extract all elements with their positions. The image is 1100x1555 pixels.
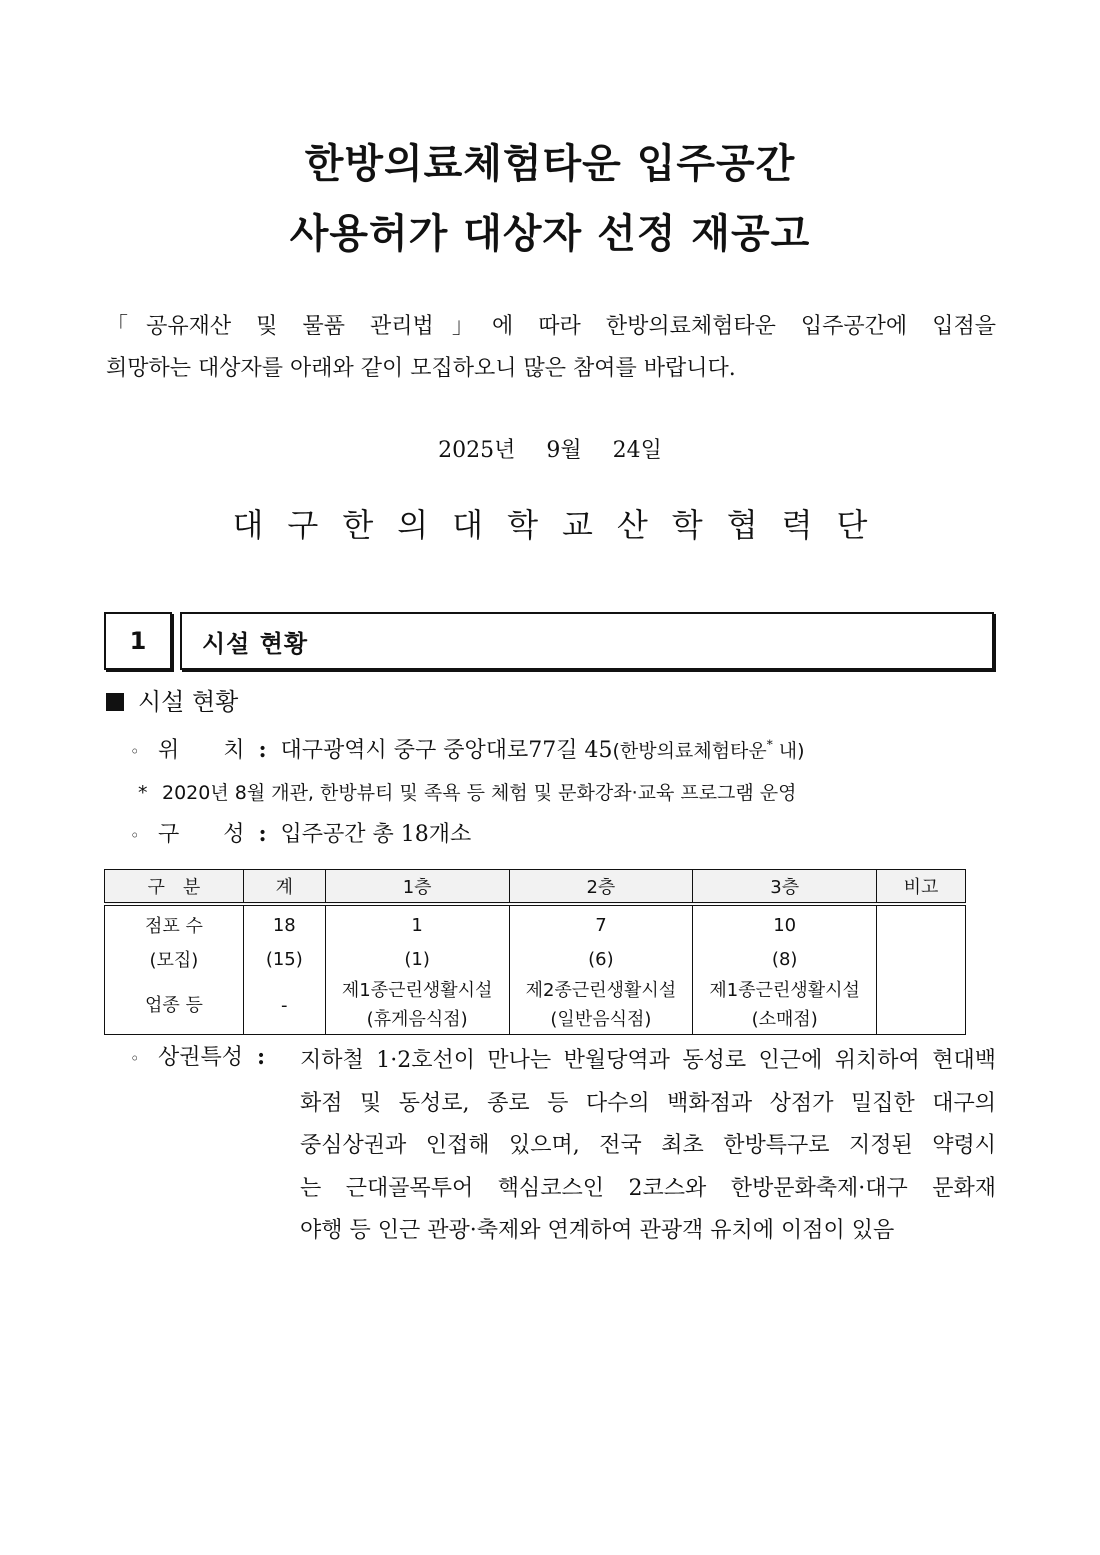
subheading-text: 시설 현황 — [138, 688, 239, 716]
cell-note — [877, 942, 966, 976]
table-row — [105, 942, 966, 976]
facility-table — [104, 869, 966, 1035]
cell-floor1: (1) — [325, 942, 509, 976]
location-paren-open: (한방의료체험타운 — [612, 740, 767, 762]
cell-floor3-line2: (소매점) — [751, 1009, 818, 1030]
document-title-line2: 사용허가 대상자 선정 재공고 — [289, 211, 811, 257]
intro-paragraph-line1: 「공유재산 및 물품 관리법」에 따라 한방의료체험타운 입주공간에 입점을 — [106, 314, 996, 339]
composition-row — [130, 817, 471, 848]
footnote-text: 2020년 8월 개관, 한방뷰티 및 족욕 등 체험 및 문화강좌·교육 프로그램 운영 — [162, 782, 797, 804]
cell-floor2: (6) — [509, 942, 693, 976]
organization-name: 대구한의대학교산학협력단 — [232, 506, 892, 544]
document-title-line1: 한방의료체험타운 입주공간 — [304, 141, 796, 187]
cell-floor1-line1: 제1종근린생활시설 — [341, 980, 493, 1001]
market-line: 중심상권과 인접해 있으며, 전국 최초 한방특구로 지정된 약령시 — [300, 1133, 996, 1158]
cell-floor1: 1 — [325, 904, 509, 942]
announcement-date — [0, 433, 1100, 464]
market-description — [300, 1040, 996, 1253]
location-footnote — [138, 778, 797, 805]
composition-value: 입주공간 총 18개소 — [280, 822, 472, 847]
composition-separator: : — [258, 821, 267, 847]
black-square-icon — [106, 693, 124, 711]
date-year: 2025년 — [438, 438, 516, 463]
cell-floor3: (8) — [693, 942, 877, 976]
cell-floor2-line2: (일반음식점) — [550, 1009, 652, 1030]
cell-note — [877, 904, 966, 942]
date-day: 24일 — [612, 438, 662, 463]
market-label-group — [130, 1040, 279, 1071]
cell-floor3 — [693, 976, 877, 1035]
section-number: 1 — [129, 627, 147, 655]
location-row — [130, 733, 805, 764]
header-floor2: 2층 — [509, 870, 693, 905]
header-note: 비고 — [877, 870, 966, 905]
cell-floor2: 7 — [509, 904, 693, 942]
location-footnote-mark: * — [766, 737, 773, 752]
cell-total: - — [243, 976, 325, 1035]
bullet-icon: ◦ — [130, 826, 140, 845]
market-line: 야행 등 인근 관광·축제와 연계하여 관광객 유치에 이점이 있음 — [300, 1218, 895, 1243]
cell-floor3: 10 — [693, 904, 877, 942]
header-total: 계 — [243, 870, 325, 905]
header-floor1: 1층 — [325, 870, 509, 905]
table-row — [105, 976, 966, 1035]
composition-label: 구 성 — [158, 822, 245, 847]
cell-total: 18 — [243, 904, 325, 942]
bullet-icon: ◦ — [130, 742, 140, 761]
header-floor3: 3층 — [693, 870, 877, 905]
cell-total: (15) — [243, 942, 325, 976]
footnote-marker: * — [138, 782, 148, 804]
market-line: 화점 및 동성로, 종로 등 다수의 백화점과 상점가 밀집한 대구의 — [300, 1090, 996, 1116]
location-value: 대구광역시 중구 중앙대로77길 45 — [280, 738, 613, 763]
cell-floor1 — [325, 976, 509, 1035]
location-paren-close: 내) — [772, 740, 805, 762]
section-title-box — [180, 612, 994, 670]
cell-floor2-line1: 제2종근린생활시설 — [525, 980, 677, 1001]
market-line: 는 근대골목투어 핵심코스인 2코스와 한방문화축제·대구 문화재 — [300, 1175, 996, 1201]
cell-note — [877, 976, 966, 1035]
row-label: (모집) — [105, 942, 244, 976]
cell-floor1-line2: (휴게음식점) — [366, 1009, 468, 1030]
market-separator: : — [256, 1044, 266, 1070]
cell-floor2 — [509, 976, 693, 1035]
section-title: 시설 현황 — [202, 629, 309, 658]
date-month: 9월 — [546, 438, 582, 463]
cell-floor3-line1: 제1종근린생활시설 — [709, 980, 860, 1001]
subheading — [106, 682, 238, 717]
intro-paragraph-line2: 희망하는 대상자를 아래와 같이 모집하오니 많은 참여를 바랍니다. — [106, 356, 736, 381]
market-line: 지하철 1·2호선이 만나는 반월당역과 동성로 인근에 위치하여 현대백 — [300, 1048, 996, 1073]
header-category: 구 분 — [105, 870, 244, 905]
table-row — [105, 904, 966, 942]
row-label: 점포 수 — [105, 904, 244, 942]
market-label: 상권특성 — [158, 1045, 244, 1070]
table-header-row — [105, 870, 966, 905]
location-label: 위 치 — [158, 738, 245, 763]
section-number-box — [104, 612, 172, 670]
location-separator: : — [258, 737, 267, 763]
bullet-icon: ◦ — [130, 1049, 140, 1068]
row-label: 업종 등 — [105, 976, 244, 1035]
